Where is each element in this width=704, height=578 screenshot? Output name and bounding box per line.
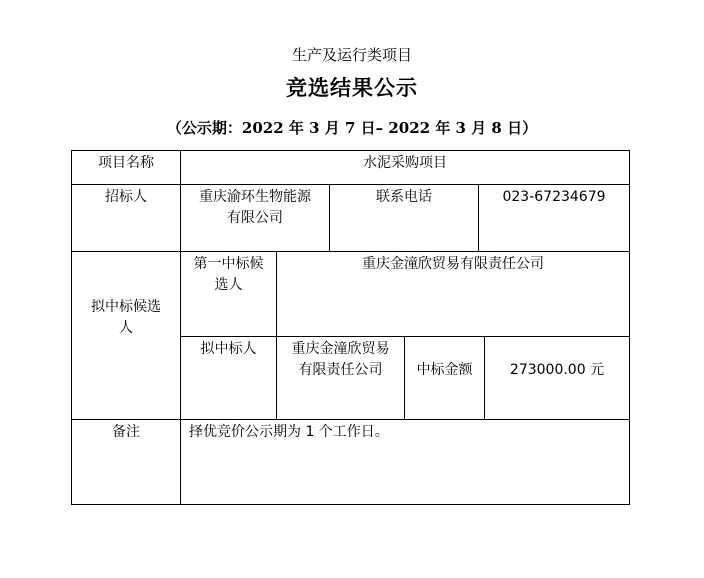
tenderer-value [181,185,329,229]
phone-label: 联系电话 [376,189,432,205]
project-name-value: 水泥采购项目 [363,155,447,171]
first-candidate-label [181,252,276,296]
first-candidate-label-line: 第一中标候 [193,256,264,272]
document-title: 竞选结果公示 [286,76,418,100]
winner-value-line: 有限责任公司 [298,362,383,378]
tenderer-value-line: 重庆渝环生物能源 [199,189,311,205]
remarks-label: 备注 [112,424,140,440]
first-candidate-label-line: 选人 [214,277,243,293]
table-border-right [629,150,630,505]
project-name-label: 项目名称 [98,155,154,171]
first-candidate-value: 重庆金潼欣贸易有限责任公司 [362,256,544,272]
amount-label: 中标金额 [416,362,473,378]
tenderer-value-line: 有限公司 [227,210,283,226]
winner-label: 拟中标人 [200,341,257,357]
phone-value: 023-67234679 [502,189,606,205]
candidate-group-label-line: 人 [119,320,133,336]
candidate-group-label-line: 拟中标候选 [91,299,161,315]
winner-value [277,337,404,381]
winner-value-line: 重庆金潼欣贸易 [291,341,390,357]
candidate-group-label [72,295,180,339]
amount-value: 273000.00 元 [509,362,605,378]
tenderer-label: 招标人 [105,189,147,205]
document-subtitle: 生产及运行类项目 [291,46,412,64]
table-border-bottom [71,504,630,505]
announcement-period: （公示期：2022 年 3 月 7 日– 2022 年 3 月 8 日） [166,119,538,137]
remarks-value: 择优竞价公示期为 1 个工作日。 [189,424,389,440]
table-rule [276,251,277,419]
